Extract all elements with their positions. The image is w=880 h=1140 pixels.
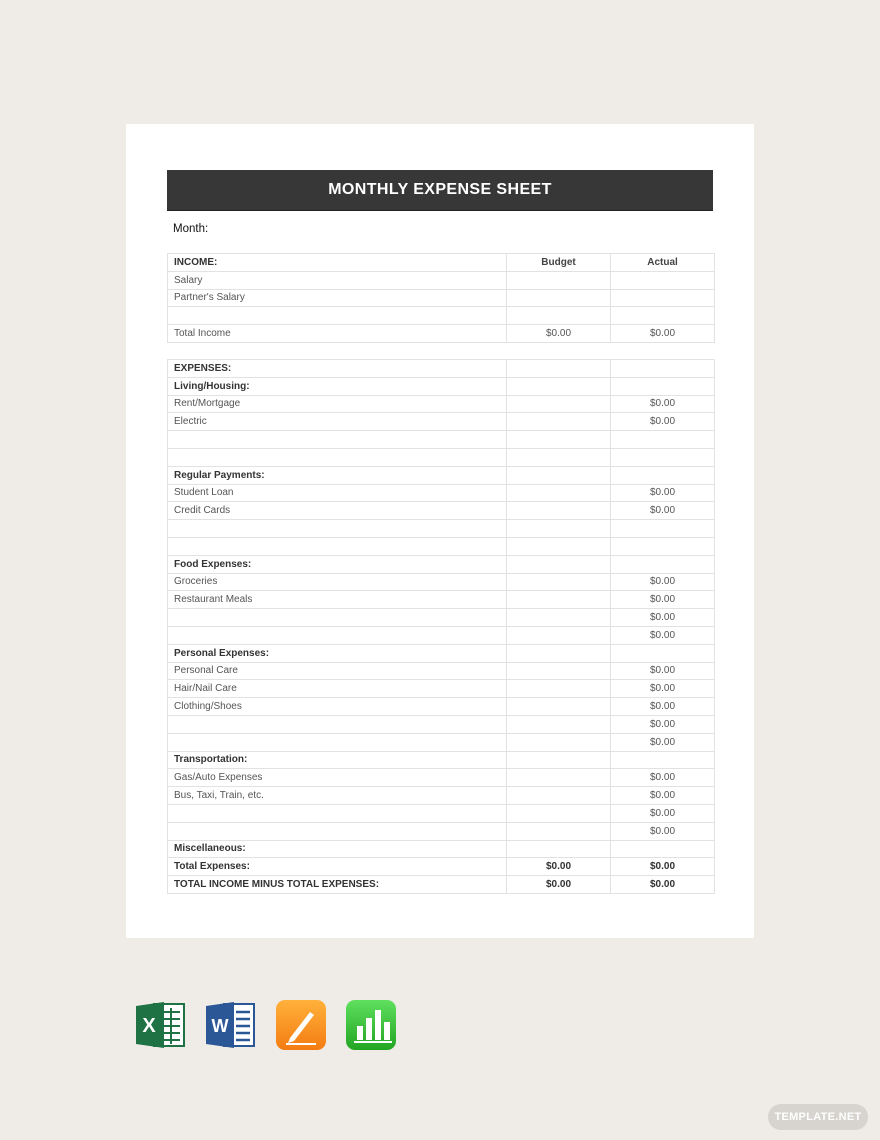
budget-cell[interactable]: [507, 787, 611, 805]
table-row[interactable]: [168, 804, 715, 822]
table-row[interactable]: [168, 715, 715, 733]
row-label: [168, 822, 507, 840]
svg-text:X: X: [142, 1015, 156, 1037]
table-row[interactable]: [168, 573, 715, 591]
budget-column-header: Budget: [507, 254, 611, 272]
budget-cell[interactable]: [507, 591, 611, 609]
budget-cell[interactable]: [507, 644, 611, 662]
row-label: [168, 804, 507, 822]
row-label: Transportation:: [168, 751, 507, 769]
table-row[interactable]: [168, 520, 715, 538]
actual-cell[interactable]: [611, 307, 715, 325]
actual-cell[interactable]: [611, 360, 715, 378]
income-table: [167, 253, 715, 343]
row-label: [168, 626, 507, 644]
table-row[interactable]: [168, 680, 715, 698]
section-header-row[interactable]: [168, 555, 715, 573]
budget-cell[interactable]: [507, 698, 611, 716]
table-row[interactable]: [168, 822, 715, 840]
actual-cell[interactable]: $0.00: [611, 413, 715, 431]
row-label: TOTAL INCOME MINUS TOTAL EXPENSES:: [168, 876, 507, 894]
budget-cell[interactable]: [507, 680, 611, 698]
actual-cell[interactable]: $0.00: [611, 804, 715, 822]
budget-cell[interactable]: $0.00: [507, 876, 611, 894]
row-label: Credit Cards: [168, 502, 507, 520]
row-label: Personal Care: [168, 662, 507, 680]
actual-cell[interactable]: $0.00: [611, 858, 715, 876]
budget-cell[interactable]: [507, 609, 611, 627]
budget-cell[interactable]: [507, 840, 611, 858]
table-row[interactable]: [168, 289, 715, 307]
table-row[interactable]: [168, 395, 715, 413]
budget-cell[interactable]: [507, 360, 611, 378]
budget-cell[interactable]: [507, 431, 611, 449]
budget-cell[interactable]: [507, 573, 611, 591]
actual-cell[interactable]: $0.00: [611, 573, 715, 591]
sheet-title: MONTHLY EXPENSE SHEET: [167, 170, 713, 211]
table-row[interactable]: [168, 591, 715, 609]
budget-cell[interactable]: [507, 822, 611, 840]
budget-cell[interactable]: [507, 626, 611, 644]
actual-cell[interactable]: [611, 751, 715, 769]
actual-cell[interactable]: [611, 644, 715, 662]
actual-cell[interactable]: [611, 840, 715, 858]
budget-cell[interactable]: [507, 448, 611, 466]
budget-cell[interactable]: [507, 804, 611, 822]
budget-cell[interactable]: [507, 271, 611, 289]
budget-cell[interactable]: [507, 537, 611, 555]
actual-cell[interactable]: [611, 520, 715, 538]
actual-cell[interactable]: $0.00: [611, 484, 715, 502]
actual-cell[interactable]: $0.00: [611, 626, 715, 644]
budget-cell[interactable]: [507, 751, 611, 769]
excel-icon[interactable]: [136, 1000, 186, 1050]
section-header-row[interactable]: [168, 466, 715, 484]
actual-cell[interactable]: [611, 448, 715, 466]
expenses-table: [167, 359, 715, 894]
row-label: Groceries: [168, 573, 507, 591]
row-label: Bus, Taxi, Train, etc.: [168, 787, 507, 805]
row-label: Personal Expenses:: [168, 644, 507, 662]
table-row[interactable]: [168, 662, 715, 680]
budget-cell[interactable]: [507, 289, 611, 307]
actual-cell[interactable]: [611, 466, 715, 484]
budget-cell[interactable]: [507, 413, 611, 431]
numbers-icon[interactable]: [346, 1000, 396, 1050]
row-label: Electric: [168, 413, 507, 431]
row-label: Restaurant Meals: [168, 591, 507, 609]
section-header-row[interactable]: [168, 360, 715, 378]
budget-cell[interactable]: [507, 555, 611, 573]
section-header-row[interactable]: [168, 644, 715, 662]
pages-icon[interactable]: [276, 1000, 326, 1050]
actual-cell[interactable]: [611, 377, 715, 395]
actual-cell[interactable]: [611, 289, 715, 307]
row-label: Total Income: [168, 325, 507, 343]
actual-cell[interactable]: $0.00: [611, 822, 715, 840]
section-header-row[interactable]: [168, 840, 715, 858]
row-label: [168, 520, 507, 538]
actual-cell[interactable]: [611, 431, 715, 449]
row-label: [168, 537, 507, 555]
row-label[interactable]: Salary: [168, 271, 507, 289]
actual-cell[interactable]: $0.00: [611, 591, 715, 609]
row-label: Hair/Nail Care: [168, 680, 507, 698]
budget-cell[interactable]: [507, 715, 611, 733]
table-row[interactable]: [168, 769, 715, 787]
row-label: [168, 448, 507, 466]
budget-cell[interactable]: [507, 377, 611, 395]
section-header-row[interactable]: [168, 751, 715, 769]
budget-cell[interactable]: [507, 662, 611, 680]
row-label: Living/Housing:: [168, 377, 507, 395]
income-header-label: INCOME:: [168, 254, 507, 272]
actual-cell[interactable]: $0.00: [611, 609, 715, 627]
actual-column-header: Actual: [611, 254, 715, 272]
row-label: Gas/Auto Expenses: [168, 769, 507, 787]
row-label: Miscellaneous:: [168, 840, 507, 858]
table-row[interactable]: [168, 271, 715, 289]
row-label: [168, 431, 507, 449]
table-row[interactable]: [168, 307, 715, 325]
budget-cell[interactable]: [507, 466, 611, 484]
row-label: Rent/Mortgage: [168, 395, 507, 413]
row-label: [168, 609, 507, 627]
table-row[interactable]: [168, 448, 715, 466]
budget-cell[interactable]: [507, 733, 611, 751]
actual-cell[interactable]: [611, 271, 715, 289]
month-label: Month:: [173, 223, 209, 235]
actual-cell[interactable]: $0.00: [611, 787, 715, 805]
word-icon[interactable]: [206, 1000, 256, 1050]
expense-sheet-page: [126, 124, 754, 938]
actual-cell[interactable]: [611, 555, 715, 573]
row-label: Total Expenses:: [168, 858, 507, 876]
table-row[interactable]: [168, 626, 715, 644]
actual-cell[interactable]: $0.00: [611, 680, 715, 698]
table-row[interactable]: [168, 698, 715, 716]
actual-cell[interactable]: $0.00: [611, 395, 715, 413]
actual-cell[interactable]: $0.00: [611, 662, 715, 680]
row-label[interactable]: [168, 307, 507, 325]
table-row[interactable]: [168, 502, 715, 520]
row-label: Student Loan: [168, 484, 507, 502]
budget-cell[interactable]: [507, 484, 611, 502]
total-income-row[interactable]: [168, 325, 715, 343]
row-label: [168, 733, 507, 751]
budget-cell[interactable]: $0.00: [507, 325, 611, 343]
row-label: EXPENSES:: [168, 360, 507, 378]
table-row[interactable]: [168, 733, 715, 751]
budget-cell[interactable]: $0.00: [507, 858, 611, 876]
section-header-row[interactable]: [168, 876, 715, 894]
income-header-row: [168, 254, 715, 272]
actual-cell[interactable]: [611, 537, 715, 555]
section-header-row[interactable]: [168, 377, 715, 395]
table-row[interactable]: [168, 484, 715, 502]
row-label: Food Expenses:: [168, 555, 507, 573]
budget-cell[interactable]: [507, 769, 611, 787]
row-label: Clothing/Shoes: [168, 698, 507, 716]
actual-cell[interactable]: $0.00: [611, 769, 715, 787]
budget-cell[interactable]: [507, 520, 611, 538]
svg-text:W: W: [211, 1016, 229, 1036]
actual-cell[interactable]: $0.00: [611, 715, 715, 733]
actual-cell[interactable]: $0.00: [611, 325, 715, 343]
section-header-row[interactable]: [168, 858, 715, 876]
row-label: [168, 715, 507, 733]
budget-cell[interactable]: [507, 307, 611, 325]
budget-cell[interactable]: [507, 395, 611, 413]
row-label: Regular Payments:: [168, 466, 507, 484]
table-row[interactable]: [168, 537, 715, 555]
row-label[interactable]: Partner's Salary: [168, 289, 507, 307]
table-row[interactable]: [168, 609, 715, 627]
actual-cell[interactable]: $0.00: [611, 502, 715, 520]
actual-cell[interactable]: $0.00: [611, 733, 715, 751]
actual-cell[interactable]: $0.00: [611, 698, 715, 716]
budget-cell[interactable]: [507, 502, 611, 520]
table-row[interactable]: [168, 413, 715, 431]
table-row[interactable]: [168, 787, 715, 805]
table-row[interactable]: [168, 431, 715, 449]
template-net-watermark: TEMPLATE.NET: [768, 1104, 868, 1130]
actual-cell[interactable]: $0.00: [611, 876, 715, 894]
